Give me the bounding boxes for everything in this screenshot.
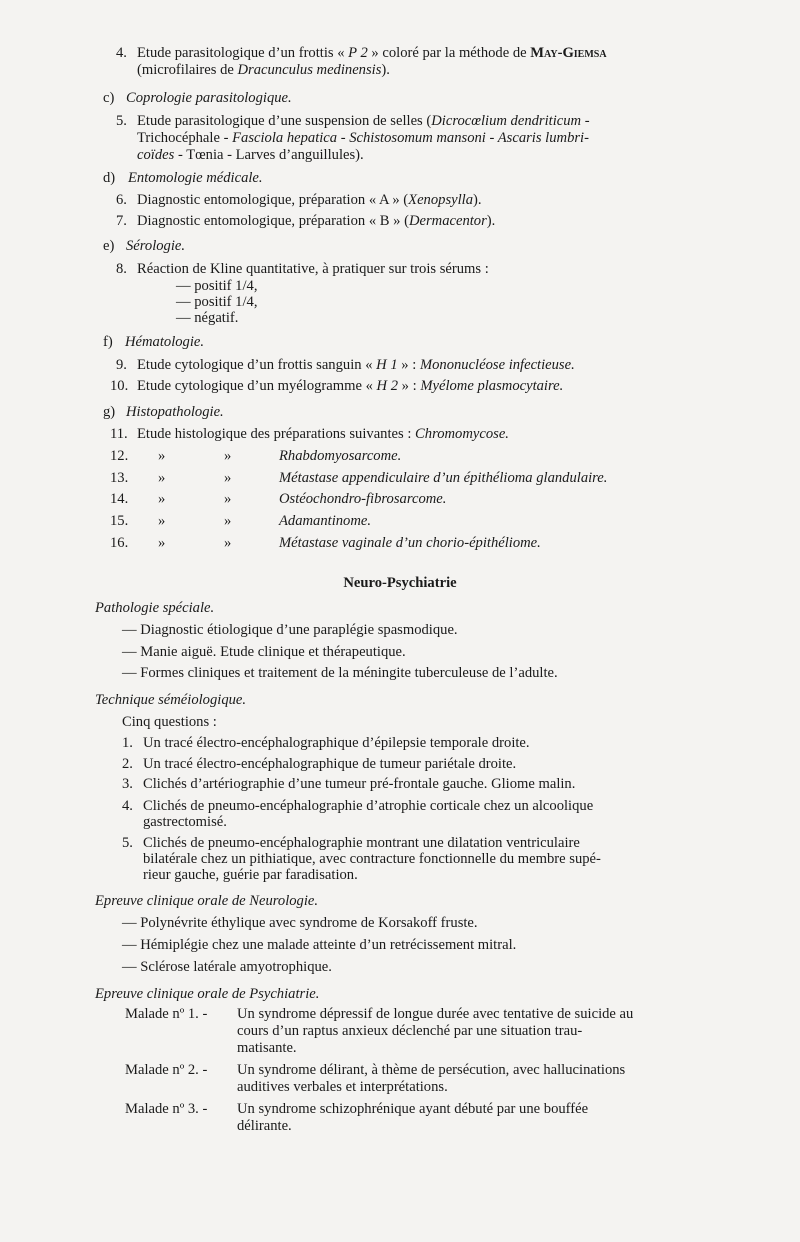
specimen-code: H 2 <box>376 378 399 394</box>
item-number: 16. <box>110 535 129 551</box>
item-number: 2. <box>122 756 133 772</box>
diagnosis: Ostéochondro-fibrosarcome. <box>279 491 447 507</box>
item-number: 4. <box>116 45 127 61</box>
item-number: 8. <box>116 261 127 277</box>
method-name: May-Giemsa <box>530 45 607 61</box>
item-number: 5. <box>122 835 133 851</box>
ditto-mark: » <box>158 491 166 507</box>
ditto-mark: » <box>158 535 166 551</box>
section-label: d) <box>103 170 116 186</box>
item-number: 7. <box>116 213 127 229</box>
ditto-mark: » <box>224 535 232 551</box>
item-7 <box>137 213 495 230</box>
diagnosis: Myélome plasmocytaire. <box>420 378 564 394</box>
question-text: Clichés de pneumo-encéphalographie d’atrophie corticale chez un alcoolique <box>143 798 594 814</box>
item-text: (microfilaires de <box>137 62 238 78</box>
item-5-line-2 <box>137 130 589 147</box>
item-11 <box>137 426 509 443</box>
section-title: Entomologie médicale. <box>128 170 263 186</box>
item-6 <box>137 192 482 209</box>
item-text: » : <box>397 357 420 373</box>
list-item: — Sclérose latérale amyotrophique. <box>122 959 332 975</box>
patient-label: Malade nº 1. - <box>125 1006 208 1022</box>
section-heading: Neuro-Psychiatrie <box>343 575 457 591</box>
ditto-mark: » <box>224 448 232 464</box>
specimen-code: P 2 <box>348 45 368 61</box>
patient-text: Un syndrome dépressif de longue durée avec tentative de suicide au <box>237 1006 634 1022</box>
item-text: ). <box>473 192 482 208</box>
ditto-mark: » <box>158 513 166 529</box>
species-name: coïdes <box>137 147 175 163</box>
section-label: f) <box>103 334 113 350</box>
diagnosis: Adamantinome. <box>279 513 372 529</box>
species-name: Dracunculus medinensis <box>237 62 382 78</box>
subsection-title: Epreuve clinique orale de Psychiatrie. <box>95 986 320 1002</box>
question-text: rieur gauche, guérie par faradisation. <box>143 867 358 883</box>
ditto-mark: » <box>224 470 232 486</box>
question-text: Clichés d’artériographie d’une tumeur pré-frontale gauche. Gliome malin. <box>143 776 576 792</box>
item-number: 15. <box>110 513 129 529</box>
specimen-code: H 1 <box>376 357 398 373</box>
intro-text: Cinq questions : <box>122 714 217 730</box>
ditto-mark: » <box>158 448 166 464</box>
subsection-title: Epreuve clinique orale de Neurologie. <box>95 893 319 909</box>
item-number: 5. <box>116 113 127 129</box>
ditto-mark: » <box>224 491 232 507</box>
item-text: » coloré par la méthode de <box>367 45 531 61</box>
diagnosis: Métastase appendiculaire d’un épithélioma glandulaire. <box>279 470 608 486</box>
patient-text: délirante. <box>237 1118 292 1134</box>
section-title: Hématologie. <box>125 334 205 350</box>
diagnosis: Rhabdomyosarcome. <box>279 448 402 464</box>
patient-text: Un syndrome schizophrénique ayant débuté par une bouffée <box>237 1101 589 1117</box>
sub-item: — positif 1/4, <box>176 278 258 294</box>
species-name: Dermacentor <box>408 213 487 229</box>
list-item: — Formes cliniques et traitement de la méningite tuberculeuse de l’adulte. <box>122 665 558 681</box>
item-9 <box>137 357 575 374</box>
question-text: Un tracé électro-encéphalographique de tumeur pariétale droite. <box>143 756 517 772</box>
item-number: 1. <box>122 735 133 751</box>
species-name: Fasciola hepatica - Schistosomum mansoni - Ascaris lumbri- <box>232 130 589 146</box>
item-4-line-2 <box>137 62 390 79</box>
patient-text: Un syndrome délirant, à thème de persécution, avec hallucinations <box>237 1062 626 1078</box>
question-text: Clichés de pneumo-encéphalographie montrant une dilatation ventriculaire <box>143 835 580 851</box>
section-label: g) <box>103 404 116 420</box>
section-title: Histopathologie. <box>126 404 224 420</box>
list-item: — Polynévrite éthylique avec syndrome de Korsakoff fruste. <box>122 915 478 931</box>
diagnosis: Chromomycose. <box>415 426 509 442</box>
list-item: — Manie aiguë. Etude clinique et thérapeutique. <box>122 644 406 660</box>
item-text: Etude cytologique d’un frottis sanguin « <box>137 357 377 373</box>
question-text: gastrectomisé. <box>143 814 227 830</box>
section-title: Coprologie parasitologique. <box>126 90 292 106</box>
item-text: Etude parasitologique d’un frottis « <box>137 45 349 61</box>
section-label: e) <box>103 238 115 254</box>
item-text: Etude parasitologique d’une suspension de selles ( <box>137 113 432 129</box>
patient-text: cours d’un raptus anxieux déclenché par une situation trau- <box>237 1023 583 1039</box>
sub-item: — négatif. <box>176 310 239 326</box>
item-number: 14. <box>110 491 129 507</box>
item-number: 9. <box>116 357 127 373</box>
subsection-title: Technique séméiologique. <box>95 692 247 708</box>
item-text: Trichocéphale - <box>137 130 233 146</box>
species-name: Xenopsylla <box>408 192 474 208</box>
diagnosis: Mononucléose infectieuse. <box>419 357 575 373</box>
patient-text: matisante. <box>237 1040 297 1056</box>
item-10 <box>137 378 563 395</box>
patient-label: Malade nº 2. - <box>125 1062 208 1078</box>
item-5-line-1 <box>137 113 590 130</box>
item-text: Diagnostic entomologique, préparation « B » ( <box>137 213 409 229</box>
item-number: 4. <box>122 798 133 814</box>
patient-text: auditives verbales et interprétations. <box>237 1079 448 1095</box>
list-item: — Diagnostic étiologique d’une paraplégie spasmodique. <box>122 622 458 638</box>
item-text: » : <box>398 378 421 394</box>
item-number: 11. <box>110 426 128 442</box>
item-text: Diagnostic entomologique, préparation « A » ( <box>137 192 409 208</box>
item-text: Etude cytologique d’un myélogramme « <box>137 378 377 394</box>
section-label: c) <box>103 90 115 106</box>
ditto-mark: » <box>224 513 232 529</box>
ditto-mark: » <box>158 470 166 486</box>
question-text: bilatérale chez un pithiatique, avec contracture fonctionnelle du membre supé- <box>143 851 601 867</box>
item-number: 10. <box>110 378 129 394</box>
item-text: ). <box>381 62 390 78</box>
item-number: 3. <box>122 776 133 792</box>
item-number: 13. <box>110 470 129 486</box>
diagnosis: Métastase vaginale d’un chorio-épithéliome. <box>279 535 541 551</box>
subsection-title: Pathologie spéciale. <box>95 600 215 616</box>
item-number: 6. <box>116 192 127 208</box>
item-text: ). <box>486 213 496 229</box>
item-5-line-3 <box>137 147 364 164</box>
list-item: — Hémiplégie chez une malade atteinte d’un retrécissement mitral. <box>122 937 517 953</box>
sub-item: — positif 1/4, <box>176 294 258 310</box>
item-8-text: Réaction de Kline quantitative, à pratiquer sur trois sérums : <box>137 261 489 277</box>
item-text: Etude histologique des préparations suivantes : <box>137 426 416 442</box>
question-text: Un tracé électro-encéphalographique d’épilepsie temporale droite. <box>143 735 530 751</box>
section-title: Sérologie. <box>126 238 186 254</box>
species-name: Dicrocœlium dendriticum - <box>431 113 590 129</box>
patient-label: Malade nº 3. - <box>125 1101 208 1117</box>
item-text: - Tœnia - Larves d’anguillules). <box>174 147 364 163</box>
item-4-line-1 <box>137 45 607 62</box>
item-number: 12. <box>110 448 129 464</box>
